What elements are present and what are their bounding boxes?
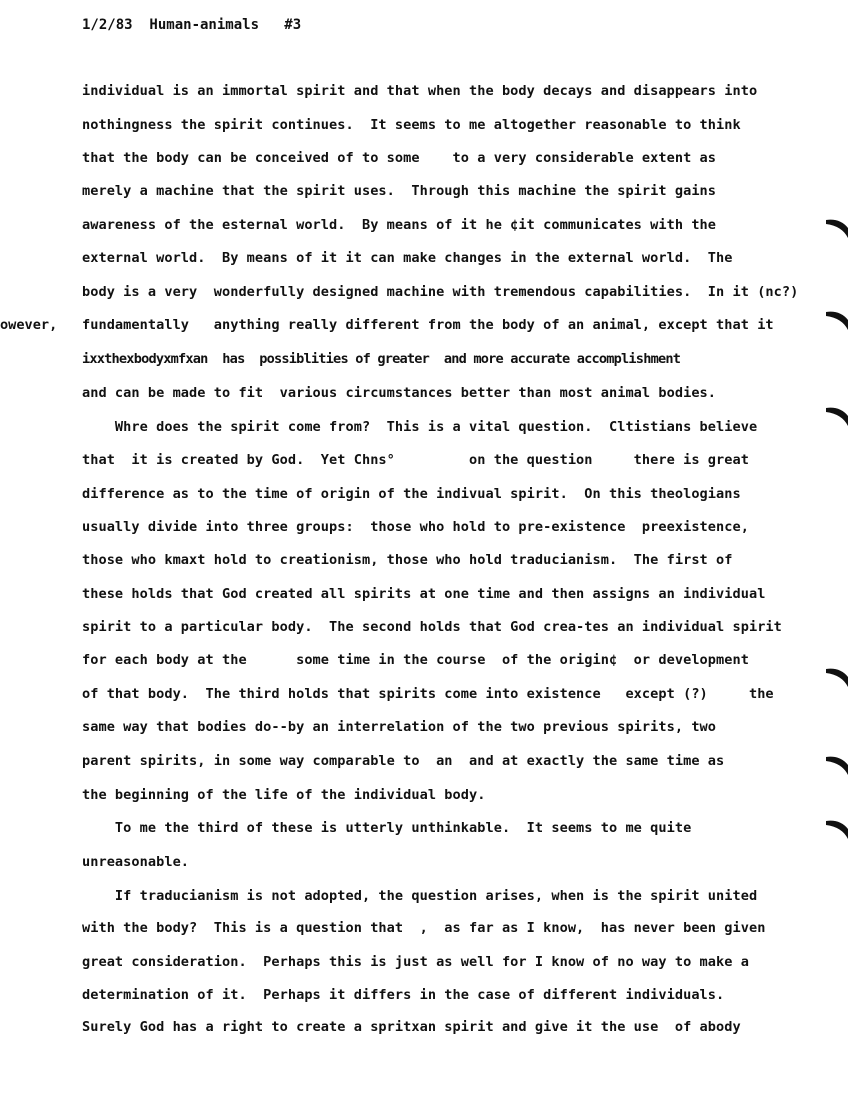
binder-hole-shadow — [824, 665, 850, 687]
text-line: Whre does the spirit come from? This is a vital question. Cltistians believe — [82, 419, 758, 435]
text-line: that the body can be conceived of to some to a very considerable extent as — [82, 150, 717, 166]
margin-note: owever, — [0, 317, 58, 333]
text-line: these holds that God created all spirits at one time and then assigns an individual — [82, 586, 766, 602]
text-line: that it is created by God. Yet Chns° on the question there is great — [82, 452, 749, 468]
text-line: with the body? This is a question that , as far as I know, has never been given — [82, 920, 766, 936]
text-line: difference as to the time of origin of the indivual spirit. On this theologians — [82, 486, 741, 502]
text-line: those who kmaxt hold to creationism, those who hold traducianism. The first of — [82, 552, 733, 568]
text-line: body is a very wonderfully designed machine with tremendous capabilities. In it (nc?) — [82, 284, 799, 300]
text-line: spirit to a particular body. The second holds that God crea-tes an individual spirit — [82, 619, 782, 635]
text-line: unreasonable. — [82, 854, 190, 870]
binder-hole-shadow — [824, 216, 850, 238]
text-line: same way that bodies do--by an interrelation of the two previous spirits, two — [82, 719, 717, 735]
text-line: great consideration. Perhaps this is just as well for I know of no way to make a — [82, 954, 749, 970]
text-line: merely a machine that the spirit uses. Through this machine the spirit gains — [82, 183, 717, 199]
text-line: ixxthexbodyxmfxan has possiblities of greater and more accurate accomplishment — [82, 351, 681, 367]
text-line: and can be made to fit various circumstances better than most animal bodies. — [82, 385, 717, 401]
text-line: nothingness the spirit continues. It seems to me altogether reasonable to think — [82, 117, 741, 133]
text-line: usually divide into three groups: those who hold to pre-existence preexistence, — [82, 519, 749, 535]
text-line: fundamentally anything really different from the body of an animal, except that it — [82, 317, 774, 333]
binder-hole-shadow — [824, 753, 850, 775]
text-line: Surely God has a right to create a spritxan spirit and give it the use of abody — [82, 1019, 741, 1035]
text-line: the beginning of the life of the individual body. — [82, 787, 486, 803]
text-line: awareness of the esternal world. By means of it he ¢it communicates with the — [82, 217, 717, 233]
page-header: 1/2/83 Human-animals #3 — [82, 17, 302, 33]
text-line: determination of it. Perhaps it differs in the case of different individuals. — [82, 987, 725, 1003]
text-line: for each body at the some time in the course of the origin¢ or development — [82, 652, 749, 668]
text-line: individual is an immortal spirit and that when the body decays and disappears into — [82, 83, 758, 99]
text-line: To me the third of these is utterly unthinkable. It seems to me quite — [82, 820, 692, 836]
text-line: external world. By means of it it can make changes in the external world. The — [82, 250, 733, 266]
text-line: If traducianism is not adopted, the question arises, when is the spirit united — [82, 888, 758, 904]
text-line: of that body. The third holds that spirits come into existence except (?) the — [82, 686, 774, 702]
binder-hole-shadow — [824, 817, 850, 839]
binder-hole-shadow — [824, 308, 850, 330]
binder-hole-shadow — [824, 404, 850, 426]
text-line: parent spirits, in some way comparable to an and at exactly the same time as — [82, 753, 725, 769]
